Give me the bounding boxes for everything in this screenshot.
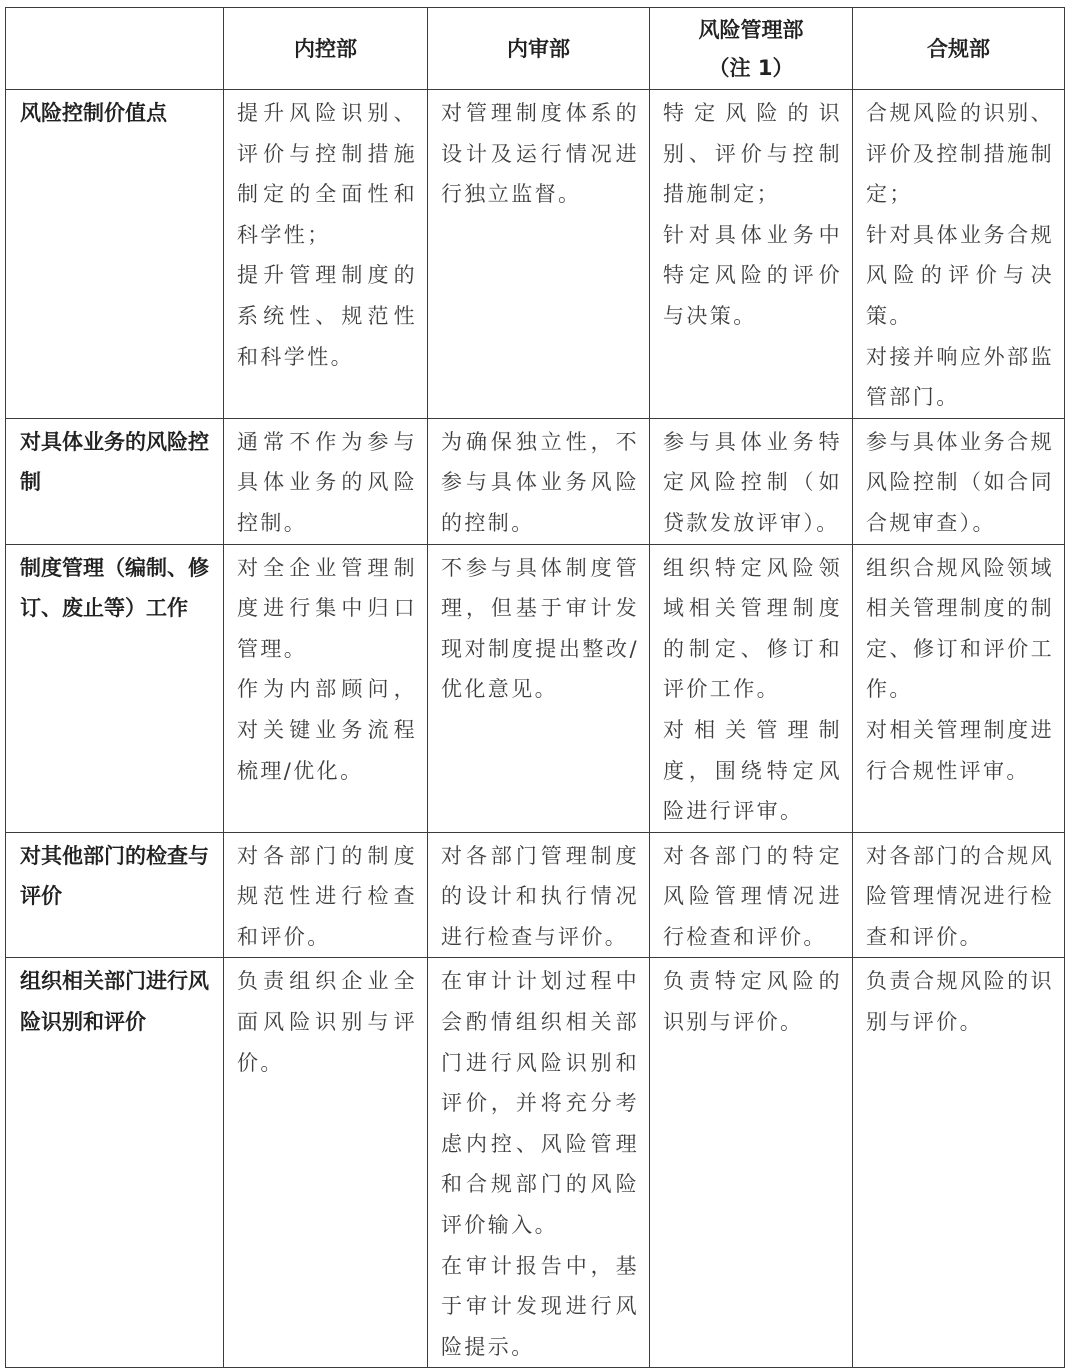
cell-paragraph: 在审计报告中，基于审计发现进行风险提示。 xyxy=(441,1253,639,1359)
cell-paragraph: 针对具体业务中特定风险的评价与决策。 xyxy=(663,222,842,328)
cell-compliance xyxy=(853,418,1065,544)
cell-paragraph: 对各部门的制度规范性进行检查和评价。 xyxy=(237,843,417,949)
cell-risk-management xyxy=(650,544,853,832)
cell-paragraph: 对相关管理制度进行合规性评审。 xyxy=(866,717,1054,783)
cell-internal-control xyxy=(224,958,428,1368)
header-risk-management-note: （注 1） xyxy=(708,55,794,80)
cell-internal-audit xyxy=(428,90,650,419)
cell-internal-control xyxy=(224,544,428,832)
table-row xyxy=(6,90,1065,419)
cell-paragraph: 通常不作为参与具体业务的风险控制。 xyxy=(237,429,417,535)
cell-internal-control xyxy=(224,90,428,419)
table-row xyxy=(6,958,1065,1368)
row-label: 对其他部门的检查与评价 xyxy=(6,832,224,958)
cell-paragraph: 组织特定风险领域相关管理制度的制定、修订和评价工作。 xyxy=(663,555,842,702)
header-risk-management xyxy=(650,8,853,90)
cell-paragraph: 作为内部顾问，对关键业务流程梳理/优化。 xyxy=(237,677,417,783)
cell-internal-control xyxy=(224,832,428,958)
row-label: 风险控制价值点 xyxy=(6,90,224,419)
row-label: 制度管理（编制、修订、废止等）工作 xyxy=(6,544,224,832)
header-internal-control: 内控部 xyxy=(224,8,428,90)
cell-compliance xyxy=(853,958,1065,1368)
cell-internal-audit xyxy=(428,544,650,832)
header-risk-management-title: 风险管理部 xyxy=(698,17,804,42)
cell-paragraph: 参与具体业务特定风险控制（如贷款发放评审）。 xyxy=(663,429,842,535)
responsibility-comparison-table xyxy=(5,7,1065,1368)
cell-paragraph: 对管理制度体系的设计及运行情况进行独立监督。 xyxy=(441,101,639,207)
cell-paragraph: 对各部门管理制度的设计和执行情况进行检查与评价。 xyxy=(441,843,639,949)
cell-paragraph: 负责组织企业全面风险识别与评价。 xyxy=(237,969,417,1075)
cell-risk-management xyxy=(650,418,853,544)
table-row xyxy=(6,832,1065,958)
header-internal-audit: 内审部 xyxy=(428,8,650,90)
cell-risk-management xyxy=(650,958,853,1368)
cell-paragraph: 参与具体业务合规风险控制（如合同合规审查）。 xyxy=(866,429,1054,535)
header-corner-cell xyxy=(6,8,224,90)
cell-internal-control xyxy=(224,418,428,544)
cell-internal-audit xyxy=(428,958,650,1368)
cell-paragraph: 对全企业管理制度进行集中归口管理。 xyxy=(237,555,417,661)
cell-paragraph: 对各部门的特定风险管理情况进行检查和评价。 xyxy=(663,843,842,949)
cell-paragraph: 在审计计划过程中会酌情组织相关部门进行风险识别和评价，并将充分考虑内控、风险管理和合规部门的风险评价输入。 xyxy=(441,969,639,1238)
cell-paragraph: 合规风险的识别、评价及控制措施制定； xyxy=(866,101,1054,207)
cell-internal-audit xyxy=(428,832,650,958)
cell-paragraph: 为确保独立性，不参与具体业务风险的控制。 xyxy=(441,429,639,535)
row-label: 对具体业务的风险控制 xyxy=(6,418,224,544)
table-header-row xyxy=(6,8,1065,90)
header-compliance: 合规部 xyxy=(853,8,1065,90)
row-label: 组织相关部门进行风险识别和评价 xyxy=(6,958,224,1368)
cell-compliance xyxy=(853,832,1065,958)
cell-paragraph: 提升管理制度的系统性、规范性和科学性。 xyxy=(237,263,417,369)
cell-paragraph: 针对具体业务合规风险的评价与决策。 xyxy=(866,222,1054,328)
cell-paragraph: 对接并响应外部监管部门。 xyxy=(866,344,1054,410)
cell-internal-audit xyxy=(428,418,650,544)
cell-paragraph: 不参与具体制度管理，但基于审计发现对制度提出整改/优化意见。 xyxy=(441,555,639,702)
cell-paragraph: 对各部门的合规风险管理情况进行检查和评价。 xyxy=(866,843,1054,949)
cell-paragraph: 对相关管理制度，围绕特定风险进行评审。 xyxy=(663,717,842,824)
cell-risk-management xyxy=(650,832,853,958)
cell-risk-management xyxy=(650,90,853,419)
cell-paragraph: 负责合规风险的识别与评价。 xyxy=(866,969,1054,1035)
cell-compliance xyxy=(853,90,1065,419)
cell-paragraph: 提升风险识别、评价与控制措施制定的全面性和科学性； xyxy=(237,101,417,247)
cell-paragraph: 特定风险的识别、评价与控制措施制定； xyxy=(663,101,842,207)
table-row xyxy=(6,418,1065,544)
cell-compliance xyxy=(853,544,1065,832)
table-row xyxy=(6,544,1065,832)
cell-paragraph: 组织合规风险领域相关管理制度的制定、修订和评价工作。 xyxy=(866,555,1054,702)
cell-paragraph: 负责特定风险的识别与评价。 xyxy=(663,969,842,1035)
